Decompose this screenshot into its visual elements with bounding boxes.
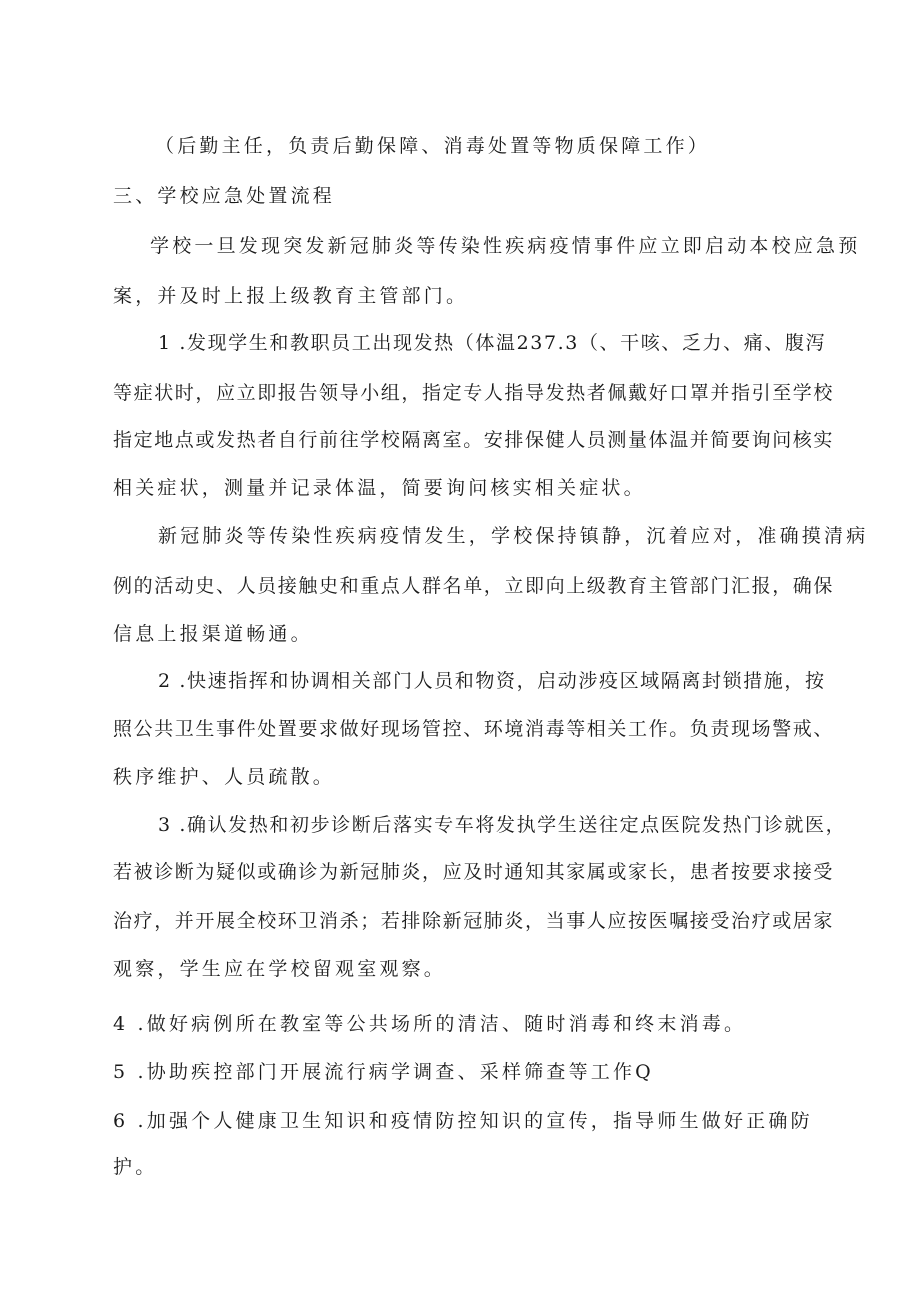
step-3-line-1: 3 .确认发热和初步诊断后落实专车将发执学生送往定点医院发热门诊就医， [158, 814, 847, 836]
step-1-line-4: 相关症状，测量并记录体温，简要询问核实相关症状。 [113, 477, 646, 499]
section-heading: 三、学校应急处置流程 [113, 185, 336, 207]
step-2-line-1: 2 .快速指挥和协调相关部门人员和物资，启动涉疫区域隔离封锁措施，按 [158, 670, 826, 692]
step-2-line-3: 秩序维护、人员疏散。 [113, 766, 336, 788]
paragraph-epidemic-line-3: 信息上报渠道畅通。 [113, 623, 313, 645]
paragraph-epidemic-line-2: 例的活动史、人员接触史和重点人群名单，立即向上级教育主管部门汇报，确保 [113, 575, 835, 597]
step-4-line: 4 .做好病例所在教室等公共场所的清洁、随时消毒和终末消毒。 [113, 1013, 747, 1035]
step-1-line-2: 等症状时，应立即报告领导小组，指定专人指导发热者佩戴好口罩并指引至学校 [113, 382, 835, 404]
paragraph-intro-line-2: 案，并及时上报上级教育主管部门。 [113, 285, 469, 307]
step-3-line-4: 观察，学生应在学校留观室观察。 [113, 958, 447, 980]
paragraph-epidemic-line-1: 新冠肺炎等传染性疾病疫情发生，学校保持镇静，沉着应对，准确摸清病 [158, 525, 869, 547]
logistics-role-line: （后勤主任，负责后勤保障、消毒处置等物质保障工作） [155, 135, 711, 157]
step-3-line-2: 若被诊断为疑似或确诊为新冠肺炎，应及时通知其家属或家长，患者按要求接受 [113, 861, 835, 883]
step-6-line-1: 6 .加强个人健康卫生知识和疫情防控知识的宣传，指导师生做好正确防 [113, 1110, 813, 1132]
step-3-line-3: 治疗，并开展全校环卫消杀；若排除新冠肺炎，当事人应按医嘱接受治疗或居家 [113, 910, 835, 932]
step-5-line: 5 .协助疾控部门开展流行病学调查、采样筛查等工作Q [113, 1061, 654, 1083]
step-6-line-2: 护。 [113, 1156, 158, 1178]
paragraph-intro-line-1: 学校一旦发现突发新冠肺炎等传染性疾病疫情事件应立即启动本校应急预 [150, 235, 861, 257]
step-1-line-1: 1 .发现学生和教职员工出现发热（体温237.3（、干咳、乏力、痛、腹泻 [158, 332, 827, 354]
step-2-line-2: 照公共卫生事件处置要求做好现场管控、环境消毒等相关工作。负责现场警戒、 [113, 718, 835, 740]
step-1-line-3: 指定地点或发热者自行前往学校隔离室。安排保健人员测量体温并简要询问核实 [113, 429, 835, 451]
